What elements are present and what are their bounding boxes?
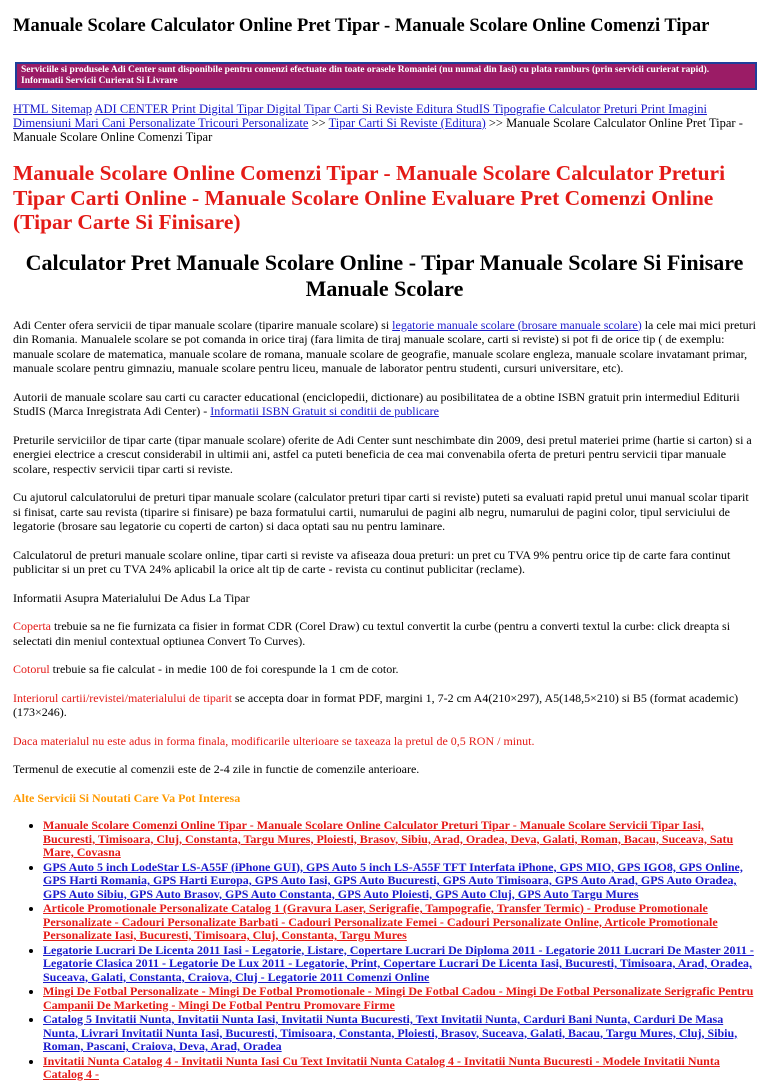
breadcrumb	[13, 102, 756, 144]
section-heading: Calculator Pret Manuale Scolare Online - Tipar Manuale Scolare Si Finisare Manuale Scolare	[25, 249, 744, 301]
vat-paragraph: Calculatorul de preturi manuale scolare online, tipar carti si reviste va afiseaza doua preturi: un pret cu TVA 9% pentru orice tip de carte fara continut publicitar si un pret cu TVA 24% aplicabil la orice alt tip de carte - revista cu continut publicitar (reclame).	[13, 547, 731, 576]
spine-text: trebuie sa fie calculat - in medie 100 de foi corespunde la 1 cm de cotor.	[49, 662, 399, 676]
deadline-paragraph: Termenul de executie al comenzii este de 2-4 zile in functie de comenzile anterioare.	[13, 762, 420, 776]
spine-paragraph	[13, 662, 756, 677]
isbn-paragraph	[13, 390, 756, 419]
material-info-heading: Informatii Asupra Materialului De Adus La Tipar	[13, 590, 250, 605]
interior-label: Interiorul cartii/revistei/materialului de tiparit	[13, 690, 232, 705]
breadcrumb-tipar-carti-link[interactable]: Tipar Carti Si Reviste (Editura)	[328, 116, 486, 130]
breadcrumb-current: Manuale Scolare Calculator Online Pret Tipar - Manuale Scolare Online Comenzi Tipar	[13, 116, 743, 144]
interior-paragraph	[13, 691, 756, 720]
cover-paragraph	[13, 619, 756, 648]
calculator-paragraph: Cu ajutorul calculatorului de preturi tipar manuale scolare (calculator preturi tipar carti si reviste) puteti sa evaluati rapid pretul unui manual scolar tiparit si finisat, carte sau revista (tiparire si finisare) pe baza formatului cartii, numarului de pagini alb negru, numarului de pagini color, tipul serviciului de legatorie (brosare sau legatorie cu coperti de carton) si daca optati sau nu pentru laminare.	[13, 490, 749, 533]
service-link[interactable]: Manuale Scolare Comenzi Online Tipar - Manuale Scolare Online Calculator Preturi Tipar - Manuale Scolare Servicii Tipar Iasi, Bucuresti, Timisoara, Cluj, Constanta, Targu Mures, Ploiesti, Brasov, Sibiu, Arad, Oradea, Deva, Galati, Roman, Bacau, Suceava, Satu Mare, Covasna	[43, 818, 734, 859]
list-item	[43, 902, 756, 943]
intro-paragraph	[13, 318, 756, 376]
list-item	[43, 1055, 756, 1082]
delivery-notice-banner[interactable]: Serviciile si produsele Adi Center sunt disponibile pentru comenzi efectuate din toate orasele Romaniei (nu numai din Iasi) cu plata ramburs (prin servicii curierat rapid). Informatii Servicii Curierat Si Livrare	[15, 62, 757, 90]
legatorie-link[interactable]: legatorie manuale scolare (brosare manuale scolare)	[392, 317, 642, 332]
prices-paragraph: Preturile serviciilor de tipar carte (tipar manuale scolare) oferite de Adi Center sunt neschimbate din 2009, desi pretul materiei prime (hartie si carton) si a energiei electrice a crescut considerabil in ultimii ani, astfel ca puteti beneficia de cea mai convenabila oferta de preturi pentru servicii tipar manuale scolare, respectiv servicii tipar carti si reviste.	[13, 432, 752, 476]
list-item	[43, 861, 756, 902]
service-link[interactable]: Invitatii Nunta Catalog 4 - Invitatii Nunta Iasi Cu Text Invitatii Nunta Catalog 4 - Invitatii Nunta Bucuresti - Modele Invitatii Nunta Catalog 4 -	[43, 1053, 720, 1081]
list-item	[43, 985, 756, 1012]
other-services-list	[13, 819, 756, 1082]
service-link[interactable]: Mingi De Fotbal Personalizate - Mingi De Fotbal Promotionale - Mingi De Fotbal Cadou - Mingi De Fotbal Personalizate Serigrafic Pentru Campanii De Marketing - Mingi De Fotbal Pentru Promovare Firme	[43, 984, 754, 1012]
service-link[interactable]: Catalog 5 Invitatii Nunta, Invitatii Nunta Iasi, Invitatii Nunta Bucuresti, Text Invitatii Nunta, Carduri Bani Nunta, Carduri De Masa Nunta, Livrari Invitatii Nunta Iasi, Bucuresti, Timisoara, Constanta, Ploiesti, Brasov, Suceava, Galati, Bacau, Targu Mures, Cluj, Sibiu, Roman, Pascani, Craiova, Deva, Arad, Oradea	[43, 1012, 738, 1053]
list-item	[43, 944, 756, 985]
isbn-link[interactable]: Informatii ISBN Gratuit si conditii de publicare	[210, 404, 439, 418]
breadcrumb-sitemap-link[interactable]: HTML Sitemap	[13, 102, 93, 116]
breadcrumb-separator: >>	[488, 116, 503, 130]
service-link[interactable]: Legatorie Lucrari De Licenta 2011 Iasi - Legatorie, Listare, Copertare Lucrari De Diploma 2011 - Legatorie 2011 Lucrari De Master 2011 - Legatorie Clasica 2011 - Legatorie De Lux 2011 - Legatorie, Print, Copertare Lucrari De Licenta Iasi, Bucuresti, Timisoara, Arad, Oradea, Suceava, Galati, Constanta, Craiova, Cluj - Legatorie 2011 Comenzi Online	[43, 942, 754, 984]
intro-text: Adi Center ofera servicii de tipar manuale scolare (tiparire manuale scolare) si	[13, 317, 393, 332]
page-title: Manuale Scolare Calculator Online Pret Tipar - Manuale Scolare Online Comenzi Tipar	[13, 16, 710, 36]
cover-text: trebuie sa ne fie furnizata ca fisier in format CDR (Corel Draw) cu textul convertit la curbe (pentru a converti textul la curbe: click dreapta si selectati din meniul contextual optiunea Convert To Curves).	[13, 619, 731, 648]
intro-text-cont: la cele mai mici preturi din Romania. Manualele scolare se pot comanda in orice tiraj (fara limita de tiraj manuale scolare, carti si reviste) si pot fi de orice tip ( de exemplu: manuale scolare de matematica, manuale scolare de romana, manuale scolare de geografie, manuale scolare engleza, manuale scolare invatamant primar, manuale scolare pentru gimnaziu, manuale scolare pentru liceu, manuale de laborator pentru studenti, cursuri universitare, etc).	[13, 317, 756, 375]
main-red-heading: Manuale Scolare Online Comenzi Tipar - Manuale Scolare Calculator Preturi Tipar Carti Online - Manuale Scolare Online Evaluare Pret Comenzi Online (Tipar Carte Si Finisare)	[13, 161, 726, 234]
service-link[interactable]: Articole Promotionale Personalizate Catalog 1 (Gravura Laser, Serigrafie, Tampografie, Transfer Termic) - Produse Promotionale Personalizate - Cadouri Personalizate Barbati - Cadouri Personalizate Femei - Cadouri Personalizate Online, Articole Promotionale Personalizate Iasi, Bucuresti, Timisoara, Cluj, Constanta, Targu Mures	[43, 901, 718, 942]
service-link[interactable]: GPS Auto 5 inch LodeStar LS-A55F (iPhone GUI), GPS Auto 5 inch LS-A55F TFT Interfata iPhone, GPS MIO, GPS IGO8, GPS Online, GPS Harti Romania, GPS Harti Europa, GPS Auto Iasi, GPS Auto Bucuresti, GPS Auto Timisoara, GPS Auto Arad, GPS Auto Oradea, GPS Auto Sibiu, GPS Auto Brasov, GPS Auto Constanta, GPS Auto Ploiesti, GPS Auto Cluj, GPS Auto Targu Mures	[43, 859, 743, 901]
list-item	[43, 1013, 756, 1054]
breadcrumb-separator: >>	[311, 116, 326, 130]
breadcrumb-adi-center-link[interactable]: ADI CENTER Print Digital Tipar Digital Tipar Carti Si Reviste Editura StudIS Tipografie Calculator Preturi Print Imagini Dimensiuni Mari Cani Personalizate Tricouri Personalizate	[13, 102, 707, 130]
isbn-text: Autorii de manuale scolare sau carti cu caracter educational (enciclopedii, dictionare) au posibilitatea de a obtine ISBN gratuit prin intermediul Editurii StudIS (Marca Inregistrata Adi Center) -	[13, 389, 740, 418]
cover-label: Coperta	[13, 619, 51, 633]
spine-label: Cotorul	[13, 662, 50, 676]
list-item	[43, 819, 756, 860]
fee-paragraph: Daca materialul nu este adus in forma finala, modificarile ulterioare se taxeaza la pretul de 0,5 RON / minut.	[13, 733, 535, 748]
interior-text: se accepta doar in format PDF, margini 1, 7-2 cm A4(210×297), A5(148,5×210) si B5 (format academic) (173×246).	[13, 690, 739, 719]
other-services-heading: Alte Servicii Si Noutati Care Va Pot Interesa	[13, 790, 241, 805]
